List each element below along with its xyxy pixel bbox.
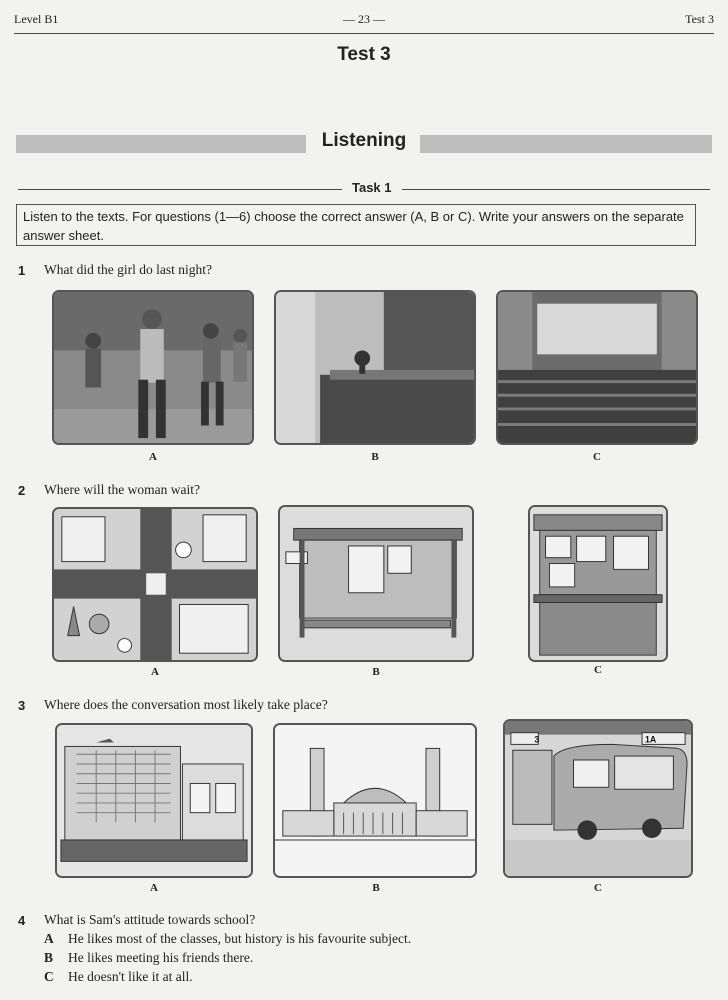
q4-answer-c[interactable]: C He doesn't like it at all.	[44, 969, 193, 984]
question-2-number: 2	[18, 483, 26, 498]
q2-option-c-kiosk-drawing[interactable]	[528, 505, 668, 662]
q3-option-a-label: A	[150, 882, 158, 894]
header-test: Test 3	[685, 12, 714, 26]
header-level: Level B1	[14, 12, 59, 26]
question-4-number: 4	[18, 913, 26, 928]
q1-option-a-label: A	[149, 451, 157, 463]
q1-option-c-label: C	[593, 451, 601, 463]
bus-sign-3: 3	[534, 734, 540, 745]
question-3-text: Where does the conversation most likely take place?	[44, 697, 328, 712]
header-page-number: — 23 —	[343, 12, 385, 26]
q3-option-c-bus-station-drawing[interactable]	[503, 719, 693, 878]
q1-option-c-cinema-photo[interactable]	[496, 290, 698, 445]
question-1-number: 1	[18, 263, 26, 278]
q1-option-b-label: B	[371, 451, 379, 463]
q2-option-a-street-map-drawing[interactable]	[52, 507, 258, 662]
section-heading: Listening	[0, 130, 728, 152]
question-3-number: 3	[18, 698, 26, 713]
q3-option-a-airport-building-drawing[interactable]	[55, 723, 253, 878]
q3-option-b-station-building-drawing[interactable]	[273, 723, 477, 878]
instructions-box: Listen to the texts. For questions (1—6) choose the correct answer (A, B or C). Write your answers on the separate answer sheet.	[16, 204, 696, 246]
header-rule	[14, 33, 714, 34]
page-title: Test 3	[337, 44, 391, 65]
q2-option-b-bus-shelter-drawing[interactable]	[278, 505, 474, 662]
q1-option-b-room-photo[interactable]	[274, 290, 476, 445]
q1-option-a-dancing-photo[interactable]	[52, 290, 254, 445]
bus-sign-1a: 1A	[644, 734, 657, 745]
question-2-text: Where will the woman wait?	[44, 482, 200, 497]
q2-option-b-label: B	[372, 666, 380, 678]
q4-answer-b[interactable]: B He likes meeting his friends there.	[44, 950, 254, 965]
q3-option-c-label: C	[594, 882, 602, 894]
q2-option-c-label: C	[594, 664, 602, 676]
task-label: Task 1	[342, 180, 402, 195]
question-1-text: What did the girl do last night?	[44, 262, 212, 277]
q4-answer-a[interactable]: A He likes most of the classes, but history is his favourite subject.	[44, 931, 412, 946]
q3-option-b-label: B	[372, 882, 380, 894]
question-4-text: What is Sam's attitude towards school?	[44, 912, 256, 927]
task-heading	[18, 180, 710, 198]
q2-option-a-label: A	[151, 666, 159, 678]
